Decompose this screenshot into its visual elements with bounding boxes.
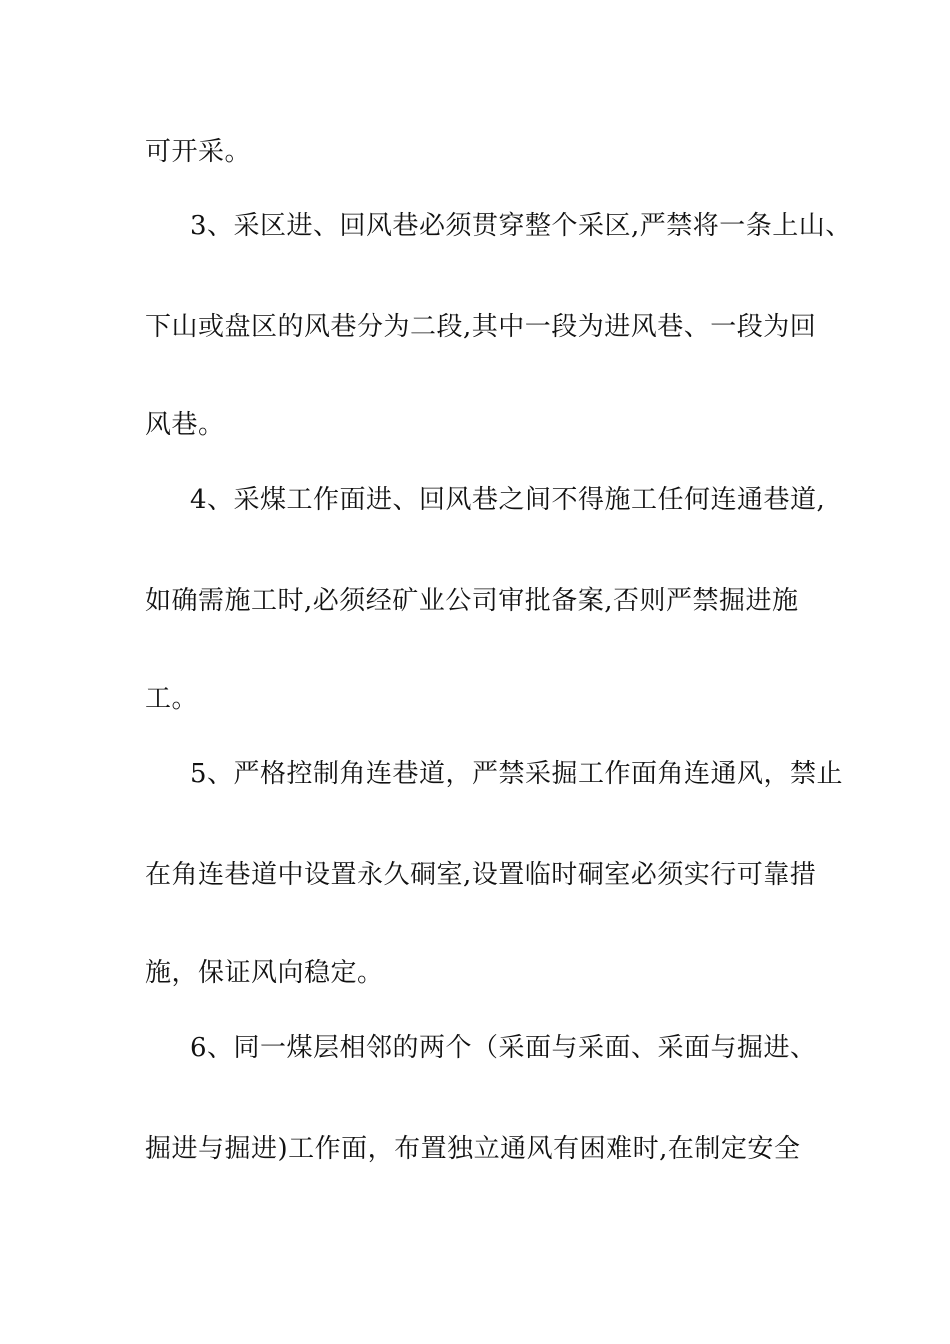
text-line-1: 可开采。 — [145, 137, 252, 167]
text-line-item-4: 4、采煤工作面进、回风巷之间不得施工任何连通巷道, — [190, 485, 826, 515]
text-line-10: 施，保证风向稳定。 — [145, 958, 384, 988]
text-line-7: 工。 — [145, 684, 199, 714]
text-line-6: 如确需施工时,必须经矿业公司审批备案,否则严禁掘进施 — [145, 586, 799, 616]
text-line-9: 在角连巷道中设置永久硐室,设置临时硐室必须实行可靠措 — [145, 860, 817, 890]
text-line-item-6: 6、同一煤层相邻的两个（采面与采面、采面与掘进、 — [190, 1033, 817, 1063]
text-line-item-3: 3、采区进、回风巷必须贯穿整个采区,严禁将一条上山、 — [190, 211, 852, 241]
text-line-3: 下山或盘区的风巷分为二段,其中一段为进风巷、一段为回 — [145, 312, 817, 342]
text-line-12: 掘进与掘进)工作面，布置独立通风有困难时,在制定安全 — [145, 1134, 801, 1164]
text-line-4: 风巷。 — [145, 410, 225, 440]
text-line-item-5: 5、严格控制角连巷道，严禁采掘工作面角连通风，禁止 — [190, 759, 844, 789]
